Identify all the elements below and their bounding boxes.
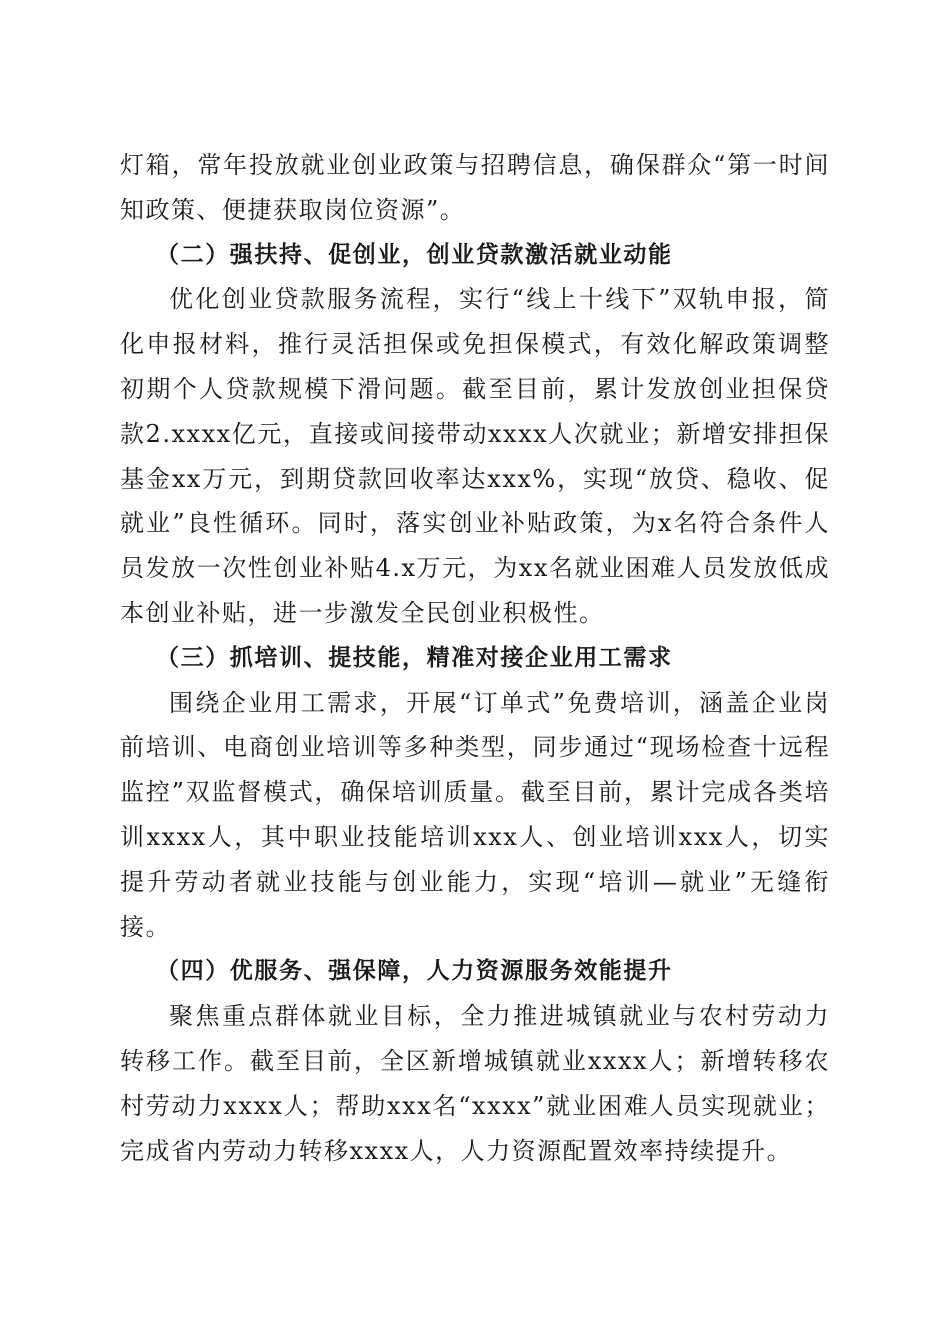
document-body: [120, 143, 830, 1173]
section-heading-2: （二）强扶持、促创业，创业贷款激活就业动能: [156, 241, 673, 268]
section-heading-3: （三）抓培训、提技能，精准对接企业用工需求: [156, 644, 673, 671]
paragraph-section-3: 围绕企业用工需求，开展“订单式”免费培训，涵盖企业岗前培训、电商创业培训等多种类型，同步通过“现场检查十远程监控”双监督模式，确保培训质量。截至目前，累计完成各类培训xxxx人，其中职业技能培训xxx人、创业培训xxx人，切实提升劳动者就业技能与创业能力，实现“培训—就业”无缝衔接。: [120, 688, 830, 941]
paragraph-section-2: 优化创业贷款服务流程，实行“线上十线下”双轨申报，简化申报材料，推行灵活担保或免担保模式，有效化解政策调整初期个人贷款规模下滑问题。截至目前，累计发放创业担保贷款2.xxxx亿元，直接或间接带动xxxx人次就业；新增安排担保基金xx万元，到期贷款回收率达xxx%，实现“放贷、稳收、促就业”良性循环。同时，落实创业补贴政策，为x名符合条件人员发放一次性创业补贴4.x万元，为xx名就业困难人员发放低成本创业补贴，进一步激发全民创业积极性。: [120, 285, 830, 627]
paragraph-continued: 灯箱，常年投放就业创业政策与招聘信息，确保群众“第一时间知政策、便捷获取岗位资源”。: [120, 151, 830, 224]
paragraph-section-4: 聚焦重点群体就业目标，全力推进城镇就业与农村劳动力转移工作。截至目前，全区新增城镇就业xxxx人；新增转移农村劳动力xxxx人；帮助xxx名“xxxx”就业困难人员实现就业；完成省内劳动力转移xxxx人，人力资源配置效率持续提升。: [120, 1002, 830, 1165]
section-heading-4: （四）优服务、强保障，人力资源服务效能提升: [156, 958, 673, 985]
